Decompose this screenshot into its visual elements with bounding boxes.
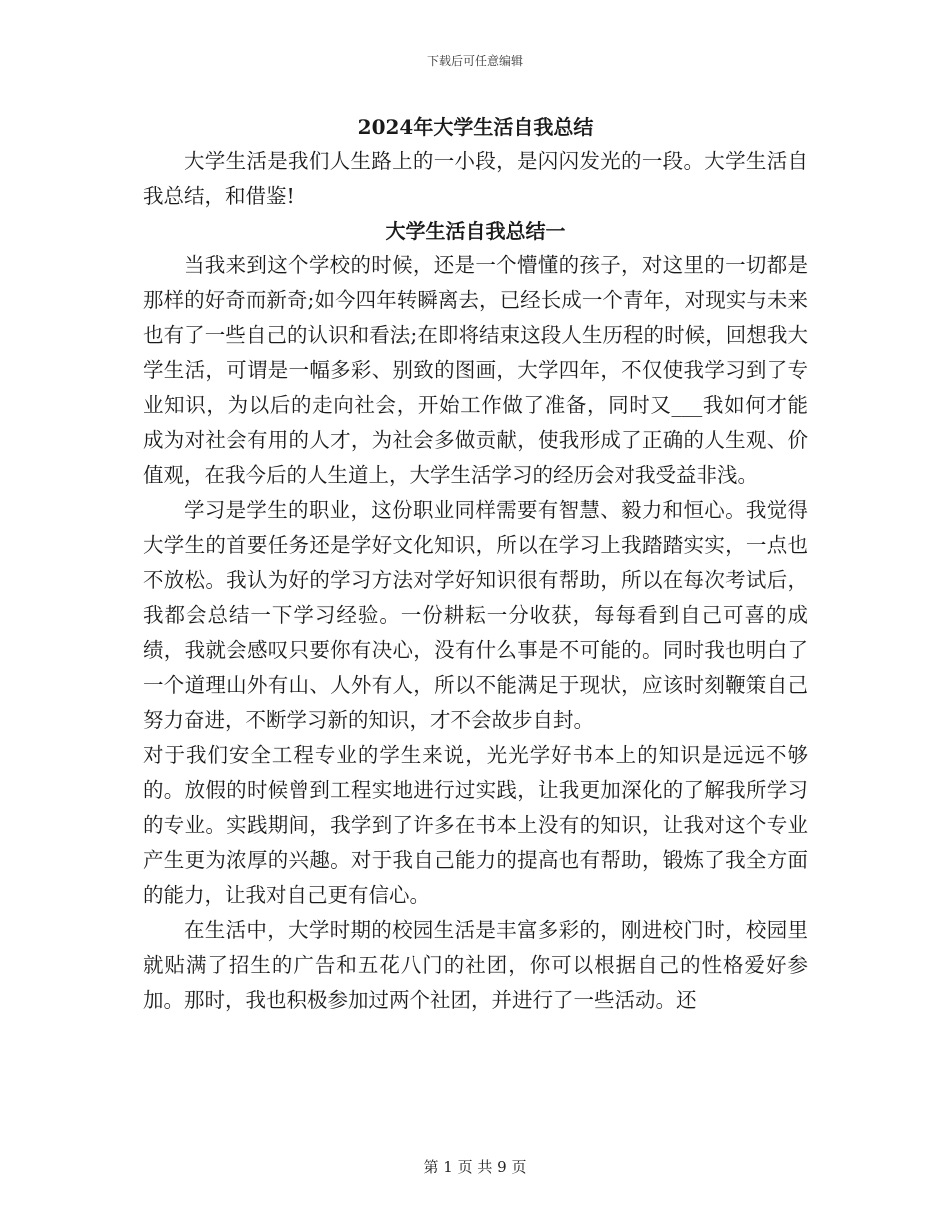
body-paragraph-1: 当我来到这个学校的时候，还是一个懵懂的孩子，对这里的一切都是那样的好奇而新奇;如今四年转瞬离去，已经长成一个青年，对现实与未来也有了一些自己的认识和看法;在即将结束这段人生历程的时候，回想我大学生活，可谓是一幅多彩、别致的图画，大学四年，不仅使我学习到了专业知识，为以后的走向社会，开始工作做了准备，同时又___我如何才能成为对社会有用的人才，为社会多做贡献，使我形成了正确的人生观、价值观，在我今后的人生道上，大学生活学习的经历会对我受益非浅。 (143, 253, 808, 487)
intro-paragraph: 大学生活是我们人生路上的一小段，是闪闪发光的一段。大学生活自我总结，和借鉴! (143, 149, 808, 208)
document-title: 2024年大学生活自我总结 (357, 115, 594, 139)
section-title: 大学生活自我总结一 (385, 219, 566, 243)
body-paragraph-2: 学习是学生的职业，这份职业同样需要有智慧、毅力和恒心。我觉得大学生的首要任务还是学好文化知识，所以在学习上我踏踏实实，一点也不放松。我认为好的学习方法对学好知识很有帮助，所以在每次考试后，我都会总结一下学习经验。一份耕耘一分收获，每每看到自己可喜的成绩，我就会感叹只要你有决心，没有什么事是不可能的。同时我也明白了一个道理山外有山、人外有人，所以不能满足于现状，应该时刻鞭策自己努力奋进，不断学习新的知识，才不会故步自封。 (143, 498, 808, 732)
body-paragraph-3: 对于我们安全工程专业的学生来说，光光学好书本上的知识是远远不够的。放假的时候曾到工程实地进行过实践，让我更加深化的了解我所学习的专业。实践期间，我学到了许多在书本上没有的知识，让我对这个专业产生更为浓厚的兴趣。对于我自己能力的提高也有帮助，锻炼了我全方面的能力，让我对自己更有信心。 (143, 743, 808, 907)
document-body (143, 110, 808, 1018)
page-number-footer: 第 1 页 共 9 页 (423, 1158, 527, 1176)
body-paragraph-4: 在生活中，大学时期的校园生活是丰富多彩的，刚进校门时，校园里就贴满了招生的广告和五花八门的社团，你可以根据自己的性格爱好参加。那时，我也积极参加过两个社团，并进行了一些活动。还 (143, 918, 808, 1012)
page-header-note: 下载后可任意编辑 (426, 54, 523, 68)
